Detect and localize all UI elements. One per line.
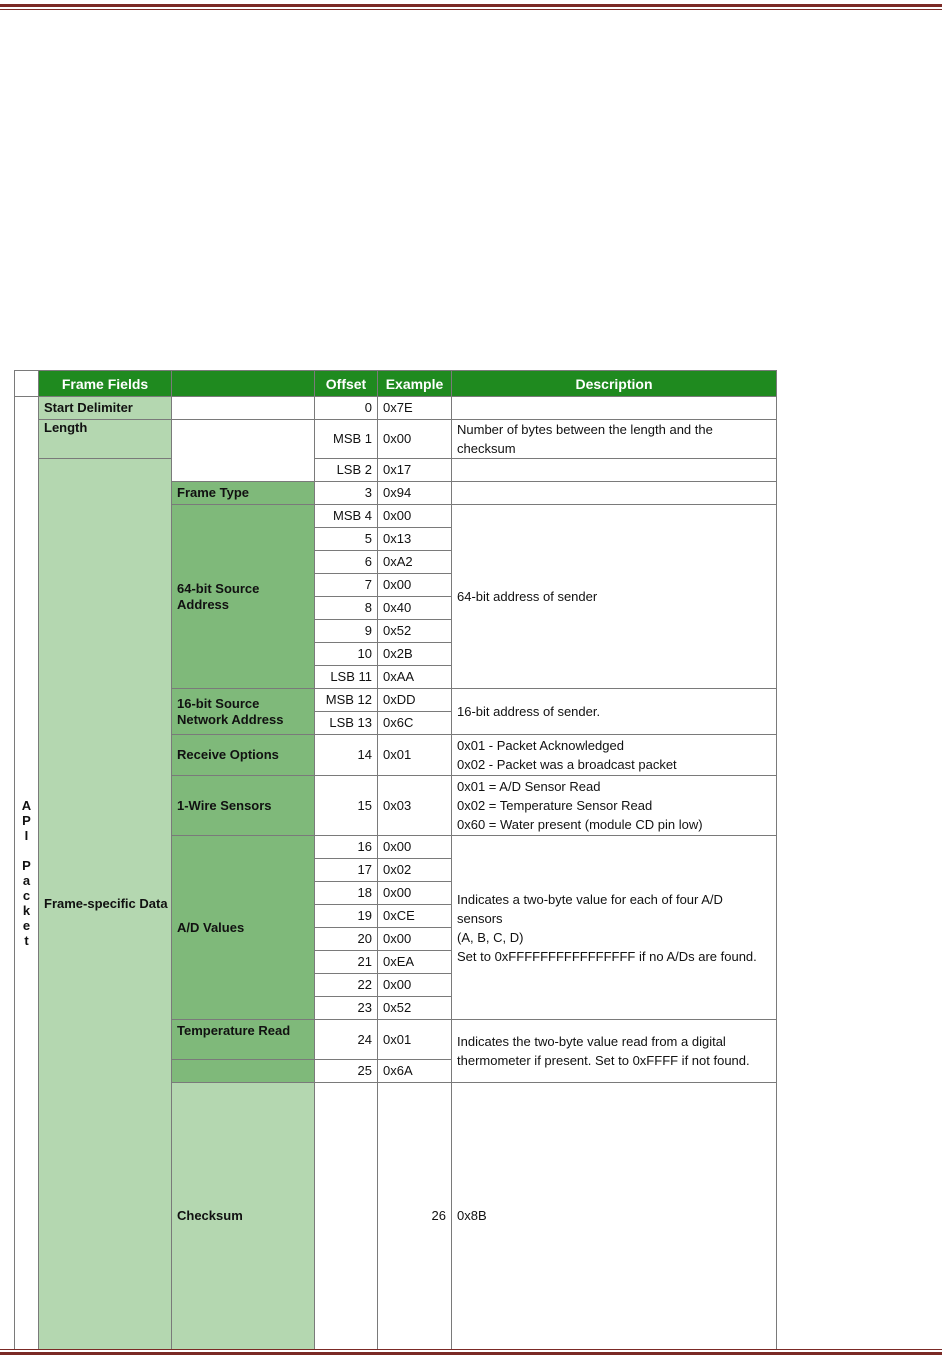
example-cell: 0x00 [378,420,452,459]
header-frame-fields: Frame Fields [39,371,172,397]
subfield-empty [172,397,315,420]
table-header-row [15,371,777,397]
example-cell: 0x00 [378,928,452,951]
header-description: Description [452,371,777,397]
subfield-temperature-read-cont [172,1060,315,1083]
example-cell: 0x6C [378,712,452,735]
offset-cell: 17 [315,859,378,882]
example-cell: 0x01 [378,1020,452,1060]
offset-cell: 7 [315,574,378,597]
example-cell: 0x40 [378,597,452,620]
field-checksum: Checksum [172,1083,315,1350]
api-packet-label-text: A P I P a c k e t [21,797,32,948]
example-cell: 0xDD [378,689,452,712]
example-cell: 0x52 [378,997,452,1020]
offset-cell: 24 [315,1020,378,1060]
offset-cell: 18 [315,882,378,905]
subfield-16bit-source-network-address: 16-bit Source Network Address [172,689,315,735]
field-start-delimiter: Start Delimiter [39,397,172,420]
header-subfield [172,371,315,397]
example-cell: 0xCE [378,905,452,928]
offset-cell: 23 [315,997,378,1020]
offset-cell: 9 [315,620,378,643]
subfield-1wire-sensors: 1-Wire Sensors [172,776,315,836]
offset-cell: 0 [315,397,378,420]
example-cell: 0xAA [378,666,452,689]
example-cell: 0x00 [378,505,452,528]
field-frame-specific-data: Frame-specific Data [39,459,172,1350]
subfield-receive-options: Receive Options [172,735,315,776]
offset-cell: 5 [315,528,378,551]
table-row [15,397,777,420]
example-cell: 0x01 [378,735,452,776]
header-example: Example [378,371,452,397]
example-cell: 0x03 [378,776,452,836]
description-cell [452,397,777,420]
offset-cell: LSB 13 [315,712,378,735]
offset-cell: LSB 2 [315,459,378,482]
example-cell: 0x00 [378,974,452,997]
subfield-empty [315,1083,378,1350]
example-cell: 0x52 [378,620,452,643]
example-cell: 0x6A [378,1060,452,1083]
example-cell: 0x13 [378,528,452,551]
offset-cell: 26 [378,1083,452,1350]
offset-cell: 21 [315,951,378,974]
api-packet-side-label [15,397,39,1350]
offset-cell: 19 [315,905,378,928]
example-cell: 0x00 [378,836,452,859]
top-rule [0,4,942,10]
offset-cell: 10 [315,643,378,666]
example-cell: 0x94 [378,482,452,505]
header-side-cell [15,371,39,397]
api-frame-table [14,370,777,1350]
example-cell: 0x02 [378,859,452,882]
offset-cell: MSB 4 [315,505,378,528]
description-receive-options: 0x01 - Packet Acknowledged 0x02 - Packet was a broadcast packet [452,735,777,776]
bottom-rule [0,1349,942,1355]
field-length: Length [39,420,172,459]
offset-cell: 3 [315,482,378,505]
description-cell [452,482,777,505]
subfield-64bit-source-address: 64-bit Source Address [172,505,315,689]
subfield-frame-type: Frame Type [172,482,315,505]
description-length: Number of bytes between the length and the checksum [452,420,777,459]
description-64bit-source: 64-bit address of sender [452,505,777,689]
example-cell: 0xEA [378,951,452,974]
offset-cell: 22 [315,974,378,997]
offset-cell: 15 [315,776,378,836]
offset-cell: 20 [315,928,378,951]
offset-cell: 6 [315,551,378,574]
example-cell: 0xA2 [378,551,452,574]
offset-cell: MSB 12 [315,689,378,712]
example-cell: 0x00 [378,574,452,597]
description-16bit-source: 16-bit address of sender. [452,689,777,735]
table-row [15,459,777,482]
offset-cell: 25 [315,1060,378,1083]
offset-cell: 14 [315,735,378,776]
example-cell: 0x00 [378,882,452,905]
offset-cell: MSB 1 [315,420,378,459]
description-1wire-sensors: 0x01 = A/D Sensor Read 0x02 = Temperature Sensor Read 0x60 = Water present (module CD pin low) [452,776,777,836]
description-ad-values: Indicates a two-byte value for each of four A/D sensors (A, B, C, D) Set to 0xFFFFFFFFFFFFFFFF if no A/Ds are found. [452,836,777,1020]
offset-cell: 16 [315,836,378,859]
example-cell: 0x17 [378,459,452,482]
header-offset: Offset [315,371,378,397]
subfield-ad-values: A/D Values [172,836,315,1020]
example-cell: 0x8B [452,1083,777,1350]
description-temperature-read: Indicates the two-byte value read from a digital thermometer if present. Set to 0xFFFF if not found. [452,1020,777,1083]
subfield-temperature-read: Temperature Read [172,1020,315,1060]
table-row [15,420,777,459]
subfield-empty [172,420,315,482]
description-cell [452,459,777,482]
offset-cell: 8 [315,597,378,620]
offset-cell: LSB 11 [315,666,378,689]
example-cell: 0x2B [378,643,452,666]
example-cell: 0x7E [378,397,452,420]
